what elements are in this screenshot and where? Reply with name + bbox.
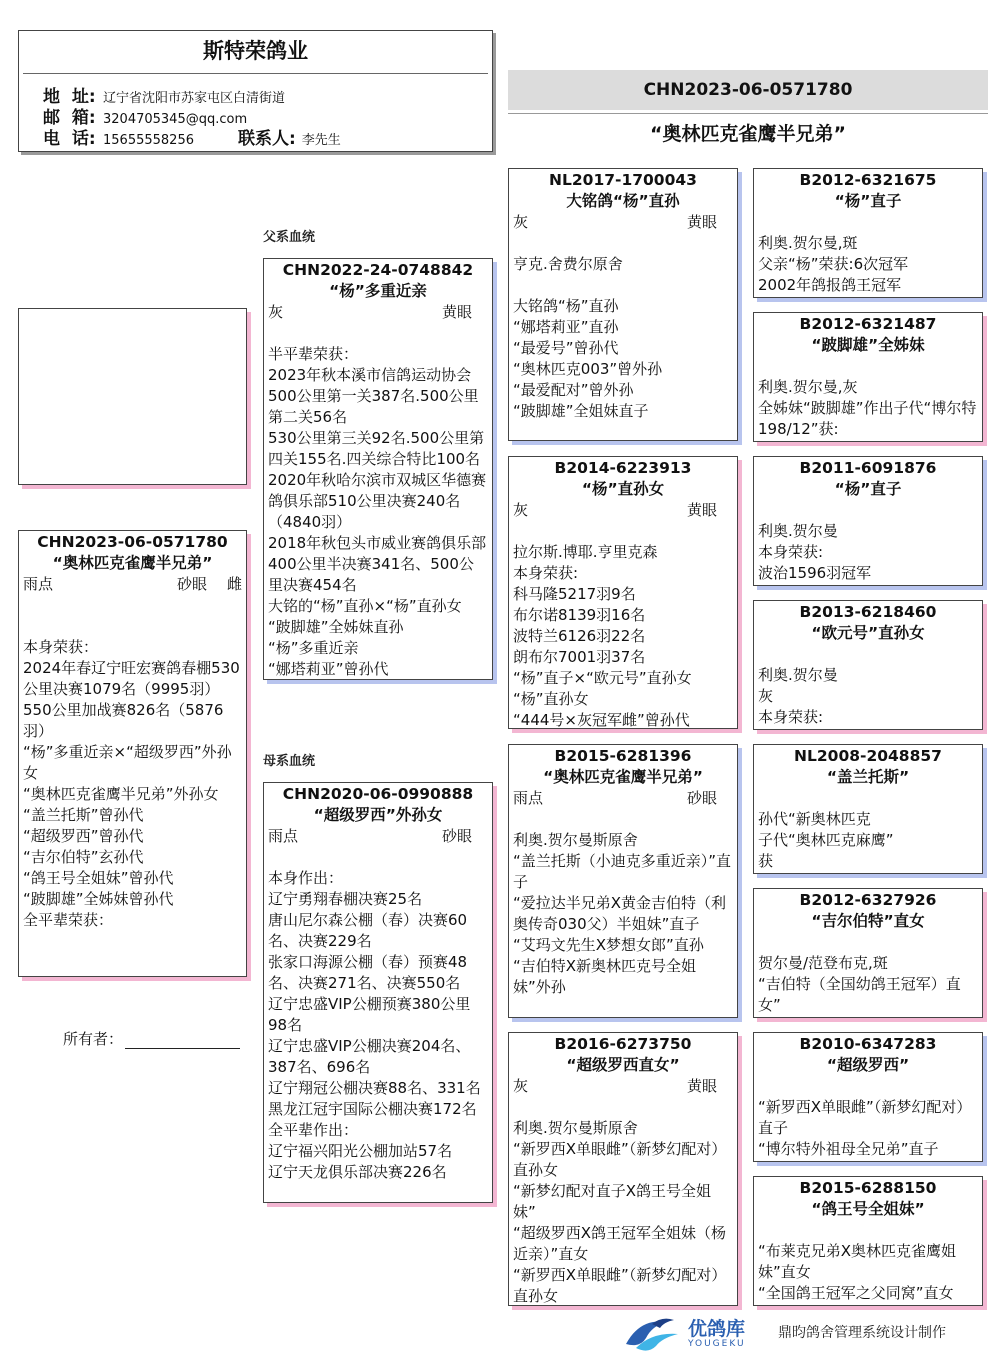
- note-line: “爱拉达半兄弟X黄金吉伯特（利奥传奇030父）半姐妹”直子: [513, 894, 727, 933]
- note-line: “艾玛文先生X梦想女郎”直孙: [513, 936, 704, 954]
- note-line: 波治1596羽冠军: [758, 564, 872, 582]
- sire-sire-color: 灰: [513, 213, 529, 231]
- sss-notes: [754, 233, 982, 296]
- dds-notes: [754, 1097, 982, 1160]
- note-line: “奥林匹克003”曾外孙: [513, 360, 663, 378]
- note-line: “跛脚雄”全姐妹直子: [513, 402, 649, 420]
- note-line: 拉尔斯.博耶.亨里克森: [513, 543, 658, 561]
- dam-line-label: 母系血统: [263, 754, 316, 769]
- note-line: 2002年鸽报鸽王冠军: [758, 276, 902, 294]
- note-line: 辽宁福兴阳光公棚加站57名: [268, 1142, 453, 1160]
- note-line: 孙代“新奥林匹克: [758, 810, 871, 828]
- note-line: 利奥.贺尔曼斯原舍: [513, 1119, 638, 1137]
- dam-sire-sire-card: [753, 744, 983, 874]
- subject-pigeon-card: [18, 530, 247, 977]
- note-line: “超级罗西”曾孙代: [23, 827, 144, 845]
- note-line: “跛脚雄”全姊妹直孙: [268, 618, 404, 636]
- dam-color: 雨点: [268, 827, 299, 845]
- note-line: “布莱克兄弟X奥林匹克雀鹰姐妹”直女: [758, 1242, 957, 1281]
- note-line: 辽宁翔冠公棚决赛88名、331名: [268, 1079, 481, 1097]
- email-value: 3204705345@qq.com: [103, 112, 248, 127]
- sire-dam-eye: 黄眼: [686, 501, 717, 519]
- title-underline: [508, 113, 988, 114]
- note-line: 本身荣获:: [758, 708, 824, 726]
- note-line: “吉伯特X新奥林匹克号全姐妹”外孙: [513, 957, 697, 996]
- ddd-ring-number: B2015-6288150: [799, 1179, 937, 1197]
- note-line: 辽宁忠盛VIP公棚决赛204名、387名、696名: [268, 1037, 471, 1076]
- note-line: “娜塔莉亚”曾孙代: [268, 660, 389, 678]
- farm-header-card: [18, 30, 493, 152]
- subject-name: “奥林匹克雀鹰半兄弟”: [52, 554, 213, 572]
- note-line: “博尔特外祖母全兄弟”直子: [758, 1140, 939, 1158]
- pigeon-photo-frame: [18, 308, 247, 485]
- note-line: 全姊妹“跛脚雄”作出子代“博尔特198/12”获:: [758, 399, 977, 438]
- note-line: 本身荣获:: [758, 543, 824, 561]
- main-ring-number: CHN2023-06-0571780: [508, 70, 988, 110]
- note-line: 亨克.舍费尔原舍: [513, 255, 623, 273]
- sire-eye: 黄眼: [441, 303, 472, 321]
- note-line: “吉尔伯特”玄孙代: [23, 848, 144, 866]
- sire-sire-name: 大铭鸽“杨”直孙: [566, 192, 680, 210]
- dam-dam-name: “超级罗西直女”: [566, 1056, 680, 1074]
- note-line: 大铭鸽“杨”直孙: [513, 297, 619, 315]
- note-line: “444号×灰冠军雌”曾孙代: [513, 711, 690, 729]
- sdd-ring-number: B2013-6218460: [799, 603, 937, 621]
- note-line: 父亲“杨”荣获:6次冠军: [758, 255, 909, 273]
- dam-sire-eye: 砂眼: [686, 789, 717, 807]
- dam-dam-notes: [509, 1118, 737, 1306]
- note-line: 科马隆5217羽9名: [513, 585, 636, 603]
- note-line: 530公里第三关92名.500公里第四关155名.四关综合特比100名: [268, 429, 485, 468]
- sire-dam-card: [508, 456, 738, 729]
- dam-sire-dam-card: [753, 888, 983, 1018]
- brand-logo: [622, 1314, 746, 1354]
- sire-sire-dam-card: [753, 312, 983, 442]
- note-line: “新罗西X单眼雌”（新梦幻配对）直孙女: [513, 1140, 727, 1179]
- note-line: 朗布尔7001羽37名: [513, 648, 646, 666]
- note-line: “全国鸽王冠军之父同窝”直女: [758, 1284, 954, 1302]
- subject-sex: 雌: [226, 575, 242, 593]
- dsd-name: “吉尔伯特”直女: [811, 912, 925, 930]
- note-line: “杨”多重近亲: [268, 639, 359, 657]
- sire-dam-attributes: [509, 500, 737, 521]
- note-line: 灰: [758, 687, 774, 705]
- sss-name: “杨”直子: [834, 192, 902, 210]
- dam-dam-color: 灰: [513, 1077, 529, 1095]
- note-line: 550公里加战赛826名（5876羽）: [23, 701, 224, 740]
- address-label: 地 址:: [43, 87, 96, 107]
- note-line: 2020年秋哈尔滨市双城区华德赛鸽俱乐部510公里决赛240名（4840羽）: [268, 471, 487, 531]
- note-line: 全平辈荣获：: [23, 911, 114, 929]
- sire-ring-number: CHN2022-24-0748842: [282, 261, 474, 279]
- dam-dam-card: [508, 1032, 738, 1306]
- dam-dam-eye: 黄眼: [686, 1077, 717, 1095]
- phone-value: 15655558256: [103, 133, 194, 148]
- dam-notes: [264, 868, 492, 1183]
- bird-logo-icon: [622, 1314, 684, 1354]
- note-line: “新罗西X单眼雌”（新梦幻配对）直孙女: [513, 1266, 727, 1305]
- sire-sire-sire-card: [753, 168, 983, 298]
- note-line: 利奥.贺尔曼: [758, 522, 838, 540]
- dds-name: “超级罗西”: [826, 1056, 910, 1074]
- note-line: “跛脚雄”全姊妹曾孙代: [23, 890, 174, 908]
- sds-ring-number: B2011-6091876: [799, 459, 937, 477]
- address-row: [19, 82, 492, 107]
- sire-sire-eye: 黄眼: [686, 213, 717, 231]
- note-line: 半平辈荣获：: [268, 345, 359, 363]
- sire-dam-sire-card: [753, 456, 983, 586]
- note-line: “超级罗西X鸽王冠军全姐妹（杨近亲）”直女: [513, 1224, 727, 1263]
- note-line: 本身荣获：: [23, 638, 99, 656]
- phone-label: 电 话:: [43, 129, 96, 149]
- dam-name: “超级罗西”外孙女: [313, 806, 443, 824]
- subject-notes: [19, 637, 246, 931]
- address-value: 辽宁省沈阳市苏家屯区白清街道: [103, 91, 286, 106]
- dam-sire-name: “奥林匹克雀鹰半兄弟”: [543, 768, 703, 786]
- sire-color: 灰: [268, 303, 284, 321]
- ddd-name: “鸽王号全姐妹”: [811, 1200, 925, 1218]
- ssd-ring-number: B2012-6321487: [799, 315, 937, 333]
- sds-name: “杨”直子: [834, 480, 902, 498]
- dss-ring-number: NL2008-2048857: [794, 747, 942, 765]
- dam-sire-color: 雨点: [513, 789, 544, 807]
- owner-field: [63, 1028, 240, 1049]
- phone-row: [19, 124, 492, 149]
- sire-dam-dam-card: [753, 600, 983, 730]
- note-line: “最爱配对”曾外孙: [513, 381, 634, 399]
- dss-notes: [754, 809, 982, 872]
- dam-sire-attributes: [509, 788, 737, 809]
- note-line: 利奥.贺尔曼,灰: [758, 378, 858, 396]
- subject-color: 雨点: [23, 575, 54, 593]
- note-line: 2024年春辽宁旺宏赛鸽春棚530公里决赛1079名（9995羽）: [23, 659, 240, 698]
- note-line: 布尔诺8139羽16名: [513, 606, 646, 624]
- note-line: 辽宁忠盛VIP公棚预赛380公里98名: [268, 995, 471, 1034]
- contact-value: 李先生: [301, 133, 341, 148]
- dam-dam-ring-number: B2016-6273750: [554, 1035, 692, 1053]
- sire-dam-name: “杨”直孙女: [581, 480, 665, 498]
- owner-blank-line: [125, 1033, 240, 1049]
- dsd-notes: [754, 953, 982, 1016]
- ddd-notes: [754, 1241, 982, 1304]
- farm-name: 斯特荣鸽业: [203, 39, 308, 63]
- note-line: “新罗西X单眼雌”（新梦幻配对）直子: [758, 1098, 972, 1137]
- dsd-ring-number: B2012-6327926: [799, 891, 937, 909]
- note-line: “鸽王号全姐妹”曾孙代: [23, 869, 174, 887]
- sire-sire-card: [508, 168, 738, 441]
- dam-ring-number: CHN2020-06-0990888: [282, 785, 474, 803]
- dds-ring-number: B2010-6347283: [799, 1035, 937, 1053]
- sire-name: “杨”多重近亲: [329, 282, 427, 300]
- sire-line-label: 父系血统: [263, 230, 316, 245]
- sss-ring-number: B2012-6321675: [799, 171, 937, 189]
- contact-label: 联系人:: [237, 129, 296, 149]
- dam-dam-attributes: [509, 1076, 737, 1097]
- note-line: “杨”直孙女: [513, 690, 589, 708]
- note-line: “杨”直子×“欧元号”直孙女: [513, 669, 692, 687]
- note-line: “盖兰托斯（小迪克多重近亲）”直子: [513, 852, 732, 891]
- note-line: 本身作出：: [268, 869, 344, 887]
- sdd-notes: [754, 665, 982, 728]
- dam-card: [263, 782, 493, 1203]
- dam-sire-notes: [509, 830, 737, 998]
- ssd-notes: [754, 377, 982, 440]
- logo-text-en: YOUGEKU: [688, 1339, 746, 1349]
- note-line: 贺尔曼/范登布克,斑: [758, 954, 888, 972]
- note-line: “娜塔莉亚”直孙: [513, 318, 619, 336]
- sds-notes: [754, 521, 982, 584]
- note-line: 波特兰6126羽22名: [513, 627, 646, 645]
- sire-sire-attributes: [509, 212, 737, 233]
- note-line: 2023年秋本溪市信鸽运动协会500公里第一关387名.500公里第二关56名: [268, 366, 479, 426]
- note-line: 利奥.贺尔曼,斑: [758, 234, 858, 252]
- note-line: 2018年秋包头市威业赛鸽俱乐部400公里半决赛341名、500公里决赛454名: [268, 534, 487, 594]
- note-line: “最爱号”曾孙代: [513, 339, 619, 357]
- sire-notes: [264, 344, 492, 680]
- note-line: 黑龙江冠宇国际公棚决赛172名: [268, 1100, 477, 1118]
- dam-sire-card: [508, 744, 738, 1018]
- note-line: 张家口海源公棚（春）预赛48名、决赛271名、决赛550名: [268, 953, 468, 992]
- dam-dam-dam-card: [753, 1176, 983, 1306]
- note-line: [509, 275, 737, 296]
- main-pigeon-name: “奥林匹克雀鹰半兄弟”: [650, 123, 846, 145]
- note-line: 辽宁天龙俱乐部决赛226名: [268, 1163, 447, 1181]
- sire-dam-notes: [509, 542, 737, 729]
- note-line: 获: [758, 852, 774, 870]
- sire-sire-notes: [509, 254, 737, 422]
- note-line: 子代“奥林匹克麻鹰”: [758, 831, 894, 849]
- note-line: 唐山尼尔森公棚（春）决赛60名、决赛229名: [268, 911, 468, 950]
- header-divider: [23, 73, 488, 74]
- note-line: “奥林匹克雀鹰半兄弟”外孙女: [23, 785, 219, 803]
- note-line: 利奥.贺尔曼: [758, 666, 838, 684]
- dam-eye: 砂眼: [441, 827, 472, 845]
- dss-name: “盖兰托斯”: [826, 768, 910, 786]
- dam-attributes: [264, 826, 492, 847]
- subject-eye: 砂眼: [176, 575, 207, 593]
- note-line: 本身荣获:: [513, 564, 579, 582]
- owner-label: 所有者：: [63, 1030, 124, 1048]
- email-label: 邮 箱:: [43, 108, 96, 128]
- subject-attributes: [19, 574, 246, 595]
- sire-dam-ring-number: B2014-6223913: [554, 459, 692, 477]
- email-row: [19, 103, 492, 128]
- dam-sire-ring-number: B2015-6281396: [554, 747, 692, 765]
- note-line: 辽宁勇翔春棚决赛25名: [268, 890, 423, 908]
- sire-attributes: [264, 302, 492, 323]
- note-line: 利奥.贺尔曼斯原舍: [513, 831, 638, 849]
- note-line: “盖兰托斯”曾孙代: [23, 806, 144, 824]
- footer-credit: 鼎昀鸽舍管理系统设计制作: [778, 1325, 946, 1341]
- note-line: 大铭的“杨”直孙×“杨”直孙女: [268, 597, 462, 615]
- ssd-name: “跛脚雄”全姊妹: [811, 336, 925, 354]
- dam-dam-sire-card: [753, 1032, 983, 1162]
- sire-dam-color: 灰: [513, 501, 529, 519]
- note-line: “杨”多重近亲×“超级罗西”外孙女: [23, 743, 232, 782]
- note-line: “新梦幻配对直子X鸽王号全姐妹”: [513, 1182, 712, 1221]
- subject-ring-number: CHN2023-06-0571780: [37, 533, 228, 551]
- sire-card: [263, 258, 493, 680]
- note-line: 全平辈作出：: [268, 1121, 359, 1139]
- logo-text-cn: 优鸽库: [688, 1318, 746, 1340]
- sdd-name: “欧元号”直孙女: [811, 624, 925, 642]
- sire-sire-ring-number: NL2017-1700043: [549, 171, 697, 189]
- note-line: “吉伯特（全国幼鸽王冠军）直女”: [758, 975, 961, 1014]
